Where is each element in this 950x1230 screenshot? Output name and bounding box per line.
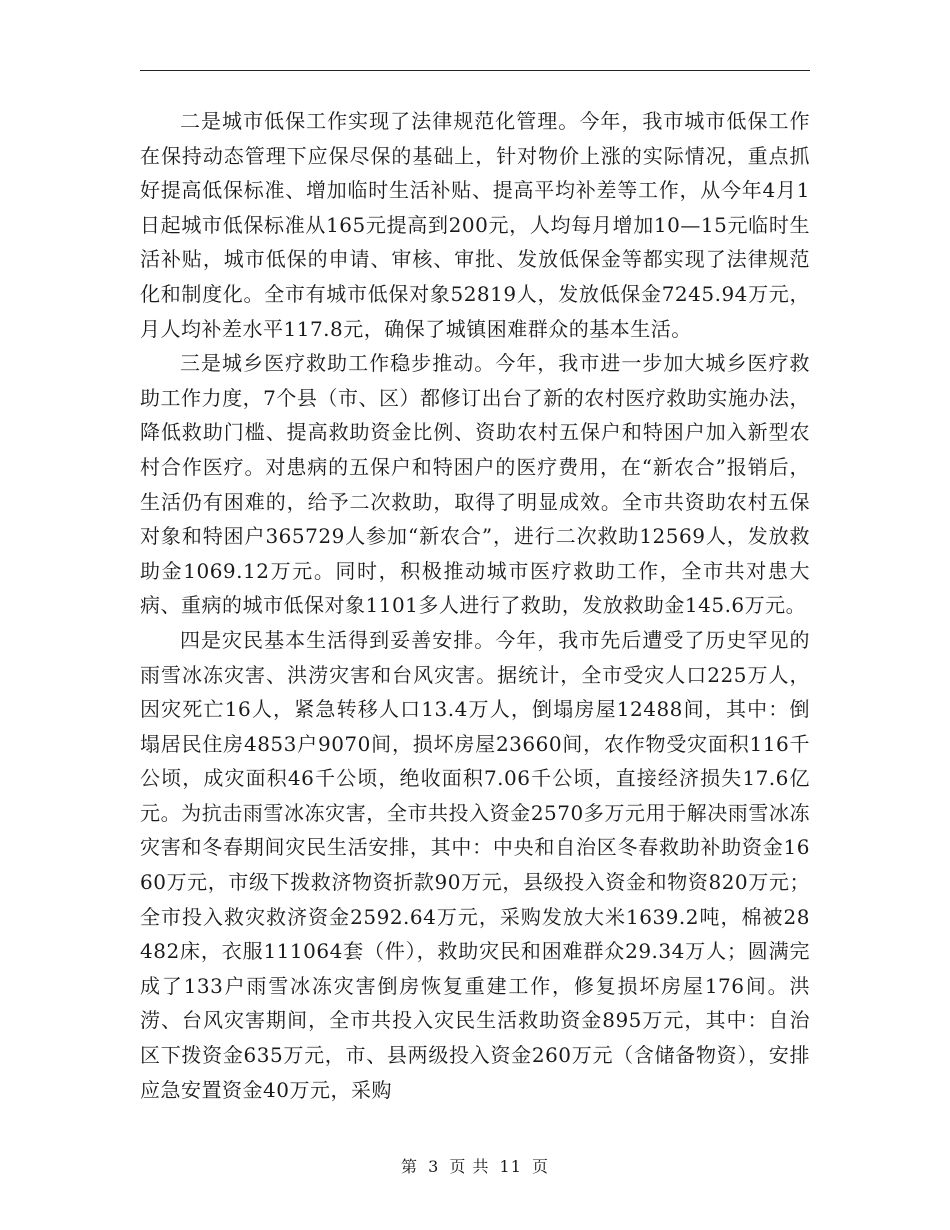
- footer-page-number: 3: [428, 1157, 440, 1176]
- footer-prefix: 第: [400, 1157, 418, 1176]
- paragraph-disaster-relief: 四是灾民基本生活得到妥善安排。今年，我市先后遭受了历史罕见的雨雪冰冻灾害、洪涝灾害和台风灾害。据统计，全市受灾人口225万人，因灾死亡16人，紧急转移人口13.4万人，倒塌房屋12488间，其中：倒塌居民住房4853户9070间，损坏房屋23660间，农作物受灾面积116千公顷，成灾面积46千公顷，绝收面积7.06千公顷，直接经济损失17.6亿元。为抗击雨雪冰冻灾害，全市共投入资金2570多万元用于解决雨雪冰冻灾害和冬春期间灾民生活安排，其中：中央和自治区冬春救助补助资金1660万元，市级下拨救济物资折款90万元，县级投入资金和物资820万元；全市投入救灾救济资金2592.64万元，采购发放大米1639.2吨，棉被28482床，衣服111064套（件），救助灾民和困难群众29.34万人；圆满完成了133户雨雪冰冻灾害倒房恢复重建工作，修复损坏房屋176间。洪涝、台风灾害期间，全市共投入灾民生活救助资金895万元，其中：自治区下拨资金635万元，市、县两级投入资金260万元（含储备物资），安排应急安置资金40万元，采购: [140, 627, 810, 1102]
- header-rule: [140, 70, 810, 71]
- footer-middle: 页 共: [449, 1157, 490, 1176]
- footer-total-pages: 11: [499, 1157, 522, 1176]
- paragraph-medical-assistance: 三是城乡医疗救助工作稳步推动。今年，我市进一步加大城乡医疗救助工作力度，7个县（市、区）都修订出台了新的农村医疗救助实施办法，降低救助门槛、提高救助资金比例、资助农村五保户和特困户加入新型农村合作医疗。对患病的五保户和特困户的医疗费用，在“新农合”报销后，生活仍有困难的，给予二次救助，取得了明显成效。全市共资助农村五保对象和特困户365729人参加“新农合”，进行二次救助12569人，发放救助金1069.12万元。同时，积极推动城市医疗救助工作，全市共对患大病、重病的城市低保对象1101多人进行了救助，发放救助金145.6万元。: [140, 351, 810, 618]
- paragraph-urban-subsistence: 二是城市低保工作实现了法律规范化管理。今年，我市城市低保工作在保持动态管理下应保尽保的基础上，针对物价上涨的实际情况，重点抓好提高低保标准、增加临时生活补贴、提高平均补差等工作，从今年4月1日起城市低保标准从165元提高到200元，人均每月增加10—15元临时生活补贴，城市低保的申请、审核、审批、发放低保金等都实现了法律规范化和制度化。全市有城市低保对象52819人，发放低保金7245.94万元，月人均补差水平117.8元，确保了城镇困难群众的基本生活。: [140, 109, 810, 341]
- page-footer: [0, 1154, 950, 1177]
- footer-suffix: 页: [532, 1157, 550, 1176]
- document-body: [140, 104, 810, 1107]
